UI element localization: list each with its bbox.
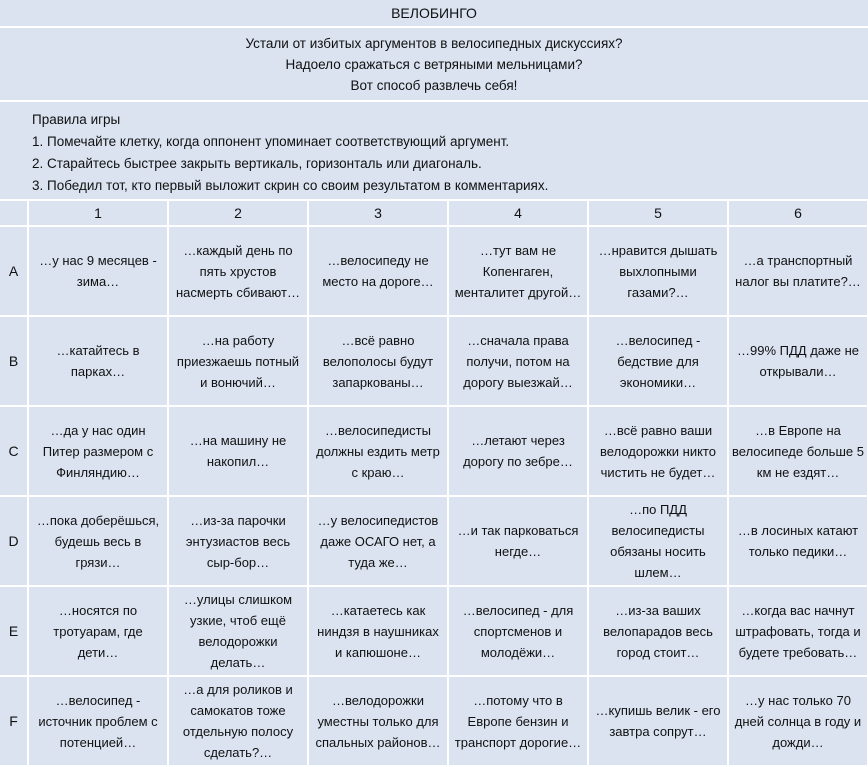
bingo-cell-a2[interactable]: …каждый день по пять хрустов насмерть сбивают… [169,227,307,315]
intro-line: Вот способ развлечь себя! [350,77,518,93]
row-header-d: D [0,497,27,585]
bingo-cell-c4[interactable]: …летают через дорогу по зебре… [449,407,587,495]
intro-line: Устали от избитых аргументов в велосипедных дискуссиях? [245,35,623,51]
bingo-cell-f4[interactable]: …потому что в Европе бензин и транспорт дорогие… [449,677,587,765]
intro-line: Надоело сражаться с ветряными мельницами? [285,56,583,72]
bingo-cell-b6[interactable]: …99% ПДД даже не открывали… [729,317,867,405]
bingo-cell-c5[interactable]: …всё равно ваши велодорожки никто чистить не будет… [589,407,727,495]
bingo-cell-e1[interactable]: …носятся по тротуарам, где дети… [29,587,167,675]
rule-item: 3. Победил тот, кто первый выложит скрин со своим результатом в комментариях. [32,178,549,193]
bingo-cell-d5[interactable]: …по ПДД велосипедисты обязаны носить шлем… [589,497,727,585]
bingo-cell-b3[interactable]: …всё равно велополосы будут запаркованы… [309,317,447,405]
bingo-cell-c6[interactable]: …в Европе на велосипеде больше 5 км не ездят… [729,407,867,495]
rule-item: 2. Старайтесь быстрее закрыть вертикаль, горизонталь или диагональ. [32,156,482,171]
column-header-6: 6 [729,201,867,225]
bingo-cell-d6[interactable]: …в лосиных катают только педики… [729,497,867,585]
bingo-cell-a1[interactable]: …у нас 9 месяцев - зима… [29,227,167,315]
row-header-f: F [0,677,27,765]
column-header-5: 5 [589,201,727,225]
column-header-1: 1 [29,201,167,225]
bingo-cell-c1[interactable]: …да у нас один Питер размером с Финляндию… [29,407,167,495]
column-header-2: 2 [169,201,307,225]
bingo-cell-b1[interactable]: …катайтесь в парках… [29,317,167,405]
bingo-cell-a6[interactable]: …а транспортный налог вы платите?… [729,227,867,315]
bingo-cell-c3[interactable]: …велосипедисты должны ездить метр с краю… [309,407,447,495]
rules-heading: Правила игры [32,112,121,127]
bingo-cell-c2[interactable]: …на машину не накопил… [169,407,307,495]
column-header-3: 3 [309,201,447,225]
grid-corner [0,201,27,225]
bingo-cell-a5[interactable]: …нравится дышать выхлопными газами?… [589,227,727,315]
bingo-cell-e2[interactable]: …улицы слишком узкие, чтоб ещё велодорожки делать… [169,587,307,675]
bingo-cell-f1[interactable]: …велосипед - источник проблем с потенцией… [29,677,167,765]
bingo-cell-b2[interactable]: …на работу приезжаешь потный и вонючий… [169,317,307,405]
bingo-cell-e3[interactable]: …катаетесь как ниндзя в наушниках и капюшоне… [309,587,447,675]
bingo-cell-e4[interactable]: …велосипед - для спортсменов и молодёжи… [449,587,587,675]
bingo-cell-b5[interactable]: …велосипед - бедствие для экономики… [589,317,727,405]
bingo-cell-f3[interactable]: …велодорожки уместны только для спальных районов… [309,677,447,765]
row-header-a: A [0,227,27,315]
bingo-cell-f6[interactable]: …у нас только 70 дней солнца в году и дожди… [729,677,867,765]
rule-item: 1. Помечайте клетку, когда оппонент упоминает соответствующий аргумент. [32,134,510,149]
row-header-e: E [0,587,27,675]
bingo-cell-b4[interactable]: …сначала права получи, потом на дорогу выезжай… [449,317,587,405]
bingo-cell-d4[interactable]: …и так парковаться негде… [449,497,587,585]
bingo-cell-a3[interactable]: …велосипеду не место на дороге… [309,227,447,315]
column-header-4: 4 [449,201,587,225]
bingo-cell-a4[interactable]: …тут вам не Копенгаген, менталитет другой… [449,227,587,315]
bingo-cell-d3[interactable]: …у велосипедистов даже ОСАГО нет, а туда же… [309,497,447,585]
bingo-cell-f2[interactable]: …а для роликов и самокатов тоже отдельную полосу сделать?… [169,677,307,765]
bingo-cell-d2[interactable]: …из-за парочки энтузиастов весь сыр-бор… [169,497,307,585]
bingo-cell-f5[interactable]: …купишь велик - его завтра сопрут… [589,677,727,765]
intro-block [0,28,868,100]
bingo-cell-d1[interactable]: …пока доберёшься, будешь весь в грязи… [29,497,167,585]
bingo-title: ВЕЛОБИНГО [0,0,868,26]
rules-block [0,102,868,199]
bingo-cell-e6[interactable]: …когда вас начнут штрафовать, тогда и будете требовать… [729,587,867,675]
bingo-cell-e5[interactable]: …из-за ваших велопарадов весь город стоит… [589,587,727,675]
bingo-grid [0,201,868,765]
row-header-c: C [0,407,27,495]
row-header-b: B [0,317,27,405]
